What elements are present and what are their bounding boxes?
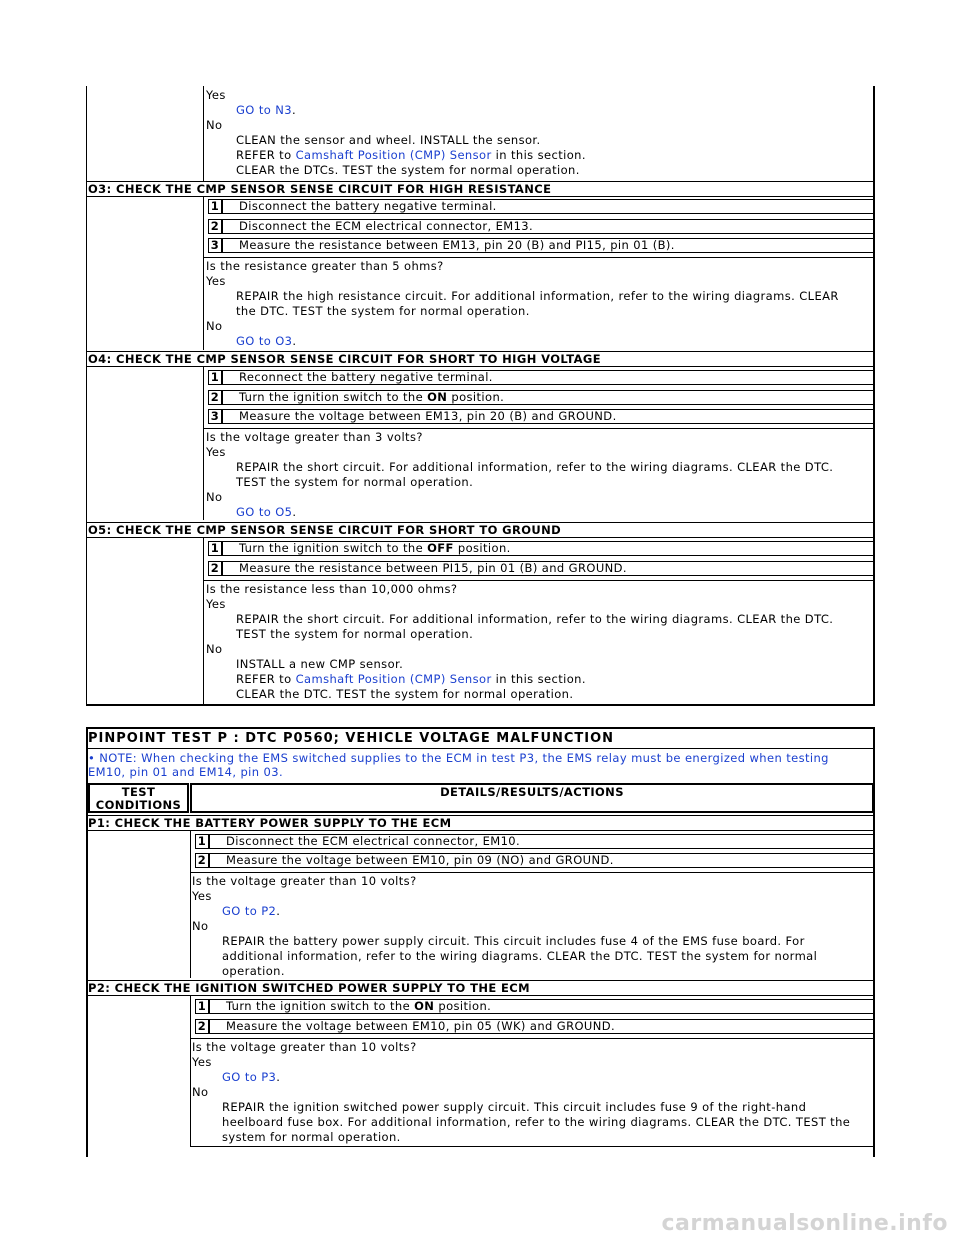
n2-no-line3: CLEAR the DTCs. TEST the system for normal operation. xyxy=(236,163,580,177)
go-to-p2-link[interactable]: GO to P2 xyxy=(222,904,277,918)
upper-col-divider xyxy=(203,86,204,182)
go-to-o5-link[interactable]: GO to O5 xyxy=(236,505,293,519)
o5-heading: O5: CHECK THE CMP SENSOR SENSE CIRCUIT FOR SHORT TO GROUND xyxy=(88,523,562,537)
p1-heading: P1: CHECK THE BATTERY POWER SUPPLY TO THE ECM xyxy=(88,816,452,830)
o4-step-1: 1 Reconnect the battery negative terminal. xyxy=(208,370,874,385)
p1-col-divider xyxy=(190,830,191,978)
o3-step-2: 2 Disconnect the ECM electrical connector, EM13. xyxy=(208,219,874,234)
p1-heading-rule xyxy=(86,830,874,831)
watermark: carmanualsonline.info xyxy=(661,1211,948,1236)
yes-label: Yes xyxy=(206,88,226,102)
go-to-p3-link[interactable]: GO to P3 xyxy=(222,1070,277,1084)
p2-step-1: 1 Turn the ignition switch to the ON position. xyxy=(195,999,874,1014)
n2-no-line1: CLEAN the sensor and wheel. INSTALL the sensor. xyxy=(236,133,541,147)
go-to-o3-link[interactable]: GO to O3 xyxy=(236,334,293,348)
o3-heading-rule xyxy=(86,196,874,197)
p1-result-block: Is the voltage greater than 10 volts? Yes GO to P2. No REPAIR the battery power supply circuit. This circuit includes fuse 4 of the EMS fuse board. For additional information, refer to the wiring diagrams. CLEAR the DTC. TEST the system for normal operation. xyxy=(192,874,818,978)
o4-heading: O4: CHECK THE CMP SENSOR SENSE CIRCUIT FOR SHORT TO HIGH VOLTAGE xyxy=(88,352,601,366)
o4-col-divider xyxy=(203,366,204,520)
p-table-top-border xyxy=(86,727,875,729)
p-note: • NOTE: When checking the EMS switched supplies to the ECM in test P3, the EMS relay must be energized when testing EM10, pin 01 and EM14, pin 03. xyxy=(88,751,829,779)
p2-heading: P2: CHECK THE IGNITION SWITCHED POWER SUPPLY TO THE ECM xyxy=(88,981,530,995)
p2-step-2: 2 Measure the voltage between EM10, pin 05 (WK) and GROUND. xyxy=(195,1019,874,1034)
o3-result-rule xyxy=(204,257,874,258)
o3-result-block: Is the resistance greater than 5 ohms? Yes REPAIR the high resistance circuit. For additional information, refer to the wiring diagrams. CLEAR the DTC. TEST the system for normal operation. No GO to O3. xyxy=(206,259,839,348)
o5-result-block: Is the resistance less than 10,000 ohms? Yes REPAIR the short circuit. For additional information, refer to the wiring diagrams. CLEAR the DTC. TEST the system for normal operation. No INSTALL a new CMP sensor. REFER to Camshaft Position (CMP) Sensor in this section. CLEAR the DTC. TEST the system for normal operation. xyxy=(206,582,834,701)
o3-col-divider xyxy=(203,196,204,350)
o5-step-1: 1 Turn the ignition switch to the OFF position. xyxy=(208,541,874,556)
no-label: No xyxy=(206,118,223,132)
p-title-rule xyxy=(86,748,874,749)
o4-step-3: 3 Measure the voltage between EM13, pin 20 (B) and GROUND. xyxy=(208,409,874,424)
o3-heading: O3: CHECK THE CMP SENSOR SENSE CIRCUIT FOR HIGH RESISTANCE xyxy=(88,182,552,196)
col1-line1: TEST xyxy=(121,785,156,799)
upper-table-bottom-border xyxy=(86,704,875,706)
pinpoint-test-title: PINPOINT TEST P : DTC P0560; VEHICLE VOLTAGE MALFUNCTION xyxy=(88,731,615,746)
p1-step-2: 2 Measure the voltage between EM10, pin 09 (NO) and GROUND. xyxy=(195,853,874,868)
o4-step-2: 2 Turn the ignition switch to the ON position. xyxy=(208,390,874,405)
p2-result-block: Is the voltage greater than 10 volts? Yes GO to P3. No REPAIR the ignition switched power supply circuit. This circuit includes fuse 9 of the right-hand heelboard fuse box. For additional information, refer to the wiring diagrams. CLEAR the DTC. TEST the system for normal operation. xyxy=(192,1040,851,1144)
n2-result-block: Yes GO to N3. No CLEAN the sensor and wheel. INSTALL the sensor. REFER to Camshaft Position (CMP) Sensor in this section. CLEAR the DTCs. TEST the system for normal operation. xyxy=(206,88,586,177)
p1-result-rule xyxy=(191,872,874,873)
n2-no-line2: REFER to Camshaft Position (CMP) Sensor in this section. xyxy=(236,148,586,162)
o3-step-1: 1 Disconnect the battery negative terminal. xyxy=(208,199,874,214)
upper-table-left-border xyxy=(86,86,87,706)
p1-step-1: 1 Disconnect the ECM electrical connector, EM10. xyxy=(195,834,874,849)
o5-col-divider xyxy=(203,537,204,705)
o5-step-2: 2 Measure the resistance between PI15, pin 01 (B) and GROUND. xyxy=(208,561,874,576)
go-to-n3-link[interactable]: GO to N3 xyxy=(236,103,292,117)
col1-line2: CONDITIONS xyxy=(95,798,182,812)
o4-result-block: Is the voltage greater than 3 volts? Yes REPAIR the short circuit. For additional information, refer to the wiring diagrams. CLEAR the DTC. TEST the system for normal operation. No GO to O5. xyxy=(206,430,834,519)
o3-step-3: 3 Measure the resistance between EM13, pin 20 (B) and PI15, pin 01 (B). xyxy=(208,238,874,253)
p2-col-divider xyxy=(190,995,191,1147)
o5-result-rule xyxy=(204,580,874,581)
p2-heading-rule xyxy=(86,995,874,996)
p2-result-rule xyxy=(191,1038,874,1039)
cmp-sensor-link[interactable]: Camshaft Position (CMP) Sensor xyxy=(295,148,492,162)
col2-header: DETAILS/RESULTS/ACTIONS xyxy=(440,785,624,799)
o4-result-rule xyxy=(204,428,874,429)
o5-heading-rule xyxy=(86,537,874,538)
cmp-sensor-link-2[interactable]: Camshaft Position (CMP) Sensor xyxy=(295,672,492,686)
o4-heading-rule xyxy=(86,366,874,367)
p2-bottom-rule xyxy=(190,1146,874,1147)
